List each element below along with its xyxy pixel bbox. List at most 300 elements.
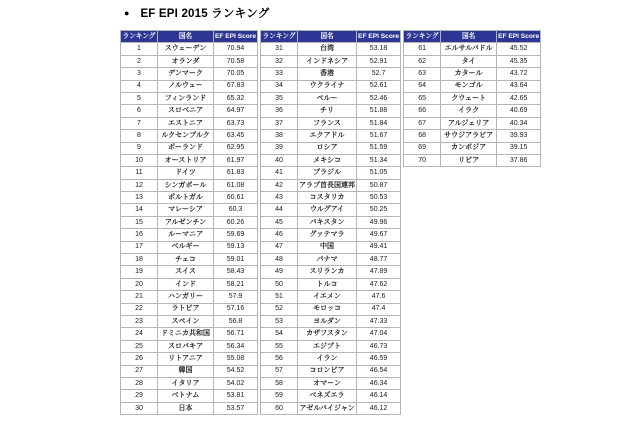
country-cell: ベトナム — [158, 390, 214, 402]
score-cell: 45.52 — [497, 43, 541, 55]
country-cell: タイ — [441, 55, 497, 67]
score-cell: 59.13 — [214, 241, 258, 253]
score-cell: 57.9 — [214, 291, 258, 303]
table-row — [121, 365, 258, 377]
rank-cell: 20 — [121, 278, 158, 290]
table-row — [404, 80, 541, 92]
rank-cell: 12 — [121, 179, 158, 191]
table-body — [404, 43, 541, 167]
header-country: 国名 — [298, 31, 357, 43]
country-cell: マレーシア — [158, 204, 214, 216]
rank-cell: 28 — [121, 377, 158, 389]
score-cell: 50.87 — [357, 179, 401, 191]
score-cell: 59.69 — [214, 229, 258, 241]
score-cell: 55.08 — [214, 353, 258, 365]
country-cell: スロベニア — [158, 105, 214, 117]
rank-cell: 3 — [121, 68, 158, 80]
country-cell: モロッコ — [298, 303, 357, 315]
rank-cell: 2 — [121, 55, 158, 67]
ranking-table-1-30 — [120, 30, 258, 415]
rank-cell: 62 — [404, 55, 441, 67]
rank-cell: 13 — [121, 192, 158, 204]
score-cell: 60.26 — [214, 216, 258, 228]
score-cell: 59.01 — [214, 254, 258, 266]
table-row — [261, 216, 401, 228]
header-score: EF EPI Score — [357, 31, 401, 43]
table-row — [121, 278, 258, 290]
title-text: EF EPI 2015 ランキング — [140, 8, 270, 20]
score-cell: 46.34 — [357, 377, 401, 389]
score-cell: 51.84 — [357, 117, 401, 129]
table-row — [261, 315, 401, 327]
ranking-table-31-60 — [260, 30, 401, 415]
rank-cell: 65 — [404, 92, 441, 104]
rank-cell: 22 — [121, 303, 158, 315]
rank-cell: 6 — [121, 105, 158, 117]
score-cell: 50.25 — [357, 204, 401, 216]
ranking-table-61-70 — [403, 30, 541, 167]
country-cell: ロシア — [298, 142, 357, 154]
table-header — [404, 31, 541, 43]
table-row — [261, 266, 401, 278]
rank-cell: 51 — [261, 291, 298, 303]
score-cell: 46.59 — [357, 353, 401, 365]
rank-cell: 58 — [261, 377, 298, 389]
rank-cell: 54 — [261, 328, 298, 340]
bullet-icon: ● — [124, 7, 130, 18]
table-row — [121, 204, 258, 216]
country-cell: モンゴル — [441, 80, 497, 92]
rank-cell: 16 — [121, 229, 158, 241]
score-cell: 51.59 — [357, 142, 401, 154]
rank-cell: 69 — [404, 142, 441, 154]
rank-cell: 17 — [121, 241, 158, 253]
table-row — [261, 130, 401, 142]
table-row — [404, 92, 541, 104]
rank-cell: 32 — [261, 55, 298, 67]
country-cell: ラトビア — [158, 303, 214, 315]
country-cell: サウジアラビア — [441, 130, 497, 142]
score-cell: 70.94 — [214, 43, 258, 55]
country-cell: フィンランド — [158, 92, 214, 104]
country-cell: シンガポール — [158, 179, 214, 191]
header-row — [404, 31, 541, 43]
country-cell: オマーン — [298, 377, 357, 389]
score-cell: 37.86 — [497, 154, 541, 166]
rank-cell: 57 — [261, 365, 298, 377]
header-rank: ランキング — [404, 31, 441, 43]
table-row — [121, 377, 258, 389]
score-cell: 40.34 — [497, 117, 541, 129]
rank-cell: 27 — [121, 365, 158, 377]
country-cell: デンマーク — [158, 68, 214, 80]
country-cell: ウルグアイ — [298, 204, 357, 216]
score-cell: 64.97 — [214, 105, 258, 117]
table-row — [261, 303, 401, 315]
rank-cell: 38 — [261, 130, 298, 142]
score-cell: 65.32 — [214, 92, 258, 104]
score-cell: 46.54 — [357, 365, 401, 377]
rank-cell: 60 — [261, 402, 298, 414]
score-cell: 53.81 — [214, 390, 258, 402]
table-row — [121, 43, 258, 55]
country-cell: カザフスタン — [298, 328, 357, 340]
country-cell: エルサルバドル — [441, 43, 497, 55]
score-cell: 39.93 — [497, 130, 541, 142]
country-cell: インド — [158, 278, 214, 290]
country-cell: イエメン — [298, 291, 357, 303]
score-cell: 63.45 — [214, 130, 258, 142]
rank-cell: 64 — [404, 80, 441, 92]
score-cell: 39.15 — [497, 142, 541, 154]
score-cell: 52.7 — [357, 68, 401, 80]
score-cell: 46.73 — [357, 340, 401, 352]
table-body — [261, 43, 401, 415]
country-cell: メキシコ — [298, 154, 357, 166]
rank-cell: 43 — [261, 192, 298, 204]
rank-cell: 41 — [261, 167, 298, 179]
country-cell: アルジェリア — [441, 117, 497, 129]
country-cell: リトアニア — [158, 353, 214, 365]
rank-cell: 23 — [121, 315, 158, 327]
rank-cell: 44 — [261, 204, 298, 216]
table-body — [121, 43, 258, 415]
table-row — [261, 43, 401, 55]
score-cell: 60.3 — [214, 204, 258, 216]
score-cell: 53.18 — [357, 43, 401, 55]
table-row — [261, 92, 401, 104]
table-row — [261, 117, 401, 129]
score-cell: 47.62 — [357, 278, 401, 290]
rank-cell: 52 — [261, 303, 298, 315]
score-cell: 43.64 — [497, 80, 541, 92]
country-cell: チリ — [298, 105, 357, 117]
rank-cell: 56 — [261, 353, 298, 365]
table-header — [121, 31, 258, 43]
rank-cell: 29 — [121, 390, 158, 402]
table-row — [121, 167, 258, 179]
country-cell: ドミニカ共和国 — [158, 328, 214, 340]
score-cell: 47.33 — [357, 315, 401, 327]
table-row — [261, 105, 401, 117]
score-cell: 51.34 — [357, 154, 401, 166]
country-cell: パナマ — [298, 254, 357, 266]
table-row — [121, 142, 258, 154]
rank-cell: 67 — [404, 117, 441, 129]
country-cell: グァテマラ — [298, 229, 357, 241]
rank-cell: 21 — [121, 291, 158, 303]
country-cell: ポーランド — [158, 142, 214, 154]
table-header — [261, 31, 401, 43]
country-cell: エジプト — [298, 340, 357, 352]
rank-cell: 48 — [261, 254, 298, 266]
country-cell: パキスタン — [298, 216, 357, 228]
score-cell: 49.67 — [357, 229, 401, 241]
score-cell: 47.04 — [357, 328, 401, 340]
country-cell: アルゼンチン — [158, 216, 214, 228]
table-row — [121, 291, 258, 303]
rank-cell: 40 — [261, 154, 298, 166]
table-row — [404, 68, 541, 80]
rank-cell: 59 — [261, 390, 298, 402]
score-cell: 49.96 — [357, 216, 401, 228]
country-cell: ベルギー — [158, 241, 214, 253]
score-cell: 60.61 — [214, 192, 258, 204]
country-cell: リビア — [441, 154, 497, 166]
header-score: EF EPI Score — [214, 31, 258, 43]
table-row — [121, 105, 258, 117]
score-cell: 43.72 — [497, 68, 541, 80]
score-cell: 57.16 — [214, 303, 258, 315]
country-cell: アゼルバイジャン — [298, 402, 357, 414]
score-cell: 61.97 — [214, 154, 258, 166]
score-cell: 42.65 — [497, 92, 541, 104]
rank-cell: 25 — [121, 340, 158, 352]
score-cell: 62.95 — [214, 142, 258, 154]
score-cell: 46.14 — [357, 390, 401, 402]
table-row — [261, 167, 401, 179]
country-cell: ドイツ — [158, 167, 214, 179]
country-cell: カタール — [441, 68, 497, 80]
rank-cell: 66 — [404, 105, 441, 117]
header-row — [121, 31, 258, 43]
rank-cell: 30 — [121, 402, 158, 414]
score-cell: 48.77 — [357, 254, 401, 266]
country-cell: スリランカ — [298, 266, 357, 278]
rank-cell: 9 — [121, 142, 158, 154]
rank-cell: 26 — [121, 353, 158, 365]
table-row — [121, 92, 258, 104]
table-row — [404, 117, 541, 129]
country-cell: カンボジア — [441, 142, 497, 154]
score-cell: 58.21 — [214, 278, 258, 290]
table-row — [404, 154, 541, 166]
country-cell: クウェート — [441, 92, 497, 104]
country-cell: コロンビア — [298, 365, 357, 377]
score-cell: 63.73 — [214, 117, 258, 129]
rank-cell: 19 — [121, 266, 158, 278]
country-cell: ハンガリー — [158, 291, 214, 303]
table-row — [261, 142, 401, 154]
table-row — [404, 55, 541, 67]
table-row — [121, 154, 258, 166]
score-cell: 70.05 — [214, 68, 258, 80]
table-row — [121, 254, 258, 266]
score-cell: 46.12 — [357, 402, 401, 414]
table-row — [121, 241, 258, 253]
table-row — [121, 117, 258, 129]
rank-cell: 70 — [404, 154, 441, 166]
score-cell: 51.05 — [357, 167, 401, 179]
country-cell: 香港 — [298, 68, 357, 80]
header-score: EF EPI Score — [497, 31, 541, 43]
country-cell: トルコ — [298, 278, 357, 290]
score-cell: 49.41 — [357, 241, 401, 253]
rank-cell: 42 — [261, 179, 298, 191]
table-row — [261, 377, 401, 389]
table-row — [404, 142, 541, 154]
header-country: 国名 — [158, 31, 214, 43]
score-cell: 47.89 — [357, 266, 401, 278]
table-row — [121, 192, 258, 204]
score-cell: 51.67 — [357, 130, 401, 142]
country-cell: 日本 — [158, 402, 214, 414]
score-cell: 52.61 — [357, 80, 401, 92]
country-cell: イタリア — [158, 377, 214, 389]
rank-cell: 18 — [121, 254, 158, 266]
table-row — [121, 179, 258, 191]
country-cell: オランダ — [158, 55, 214, 67]
table-row — [261, 353, 401, 365]
rank-cell: 53 — [261, 315, 298, 327]
table-row — [261, 254, 401, 266]
table-row — [261, 291, 401, 303]
header-rank: ランキング — [261, 31, 298, 43]
table-row — [261, 340, 401, 352]
table-row — [261, 328, 401, 340]
score-cell: 54.02 — [214, 377, 258, 389]
score-cell: 56.34 — [214, 340, 258, 352]
rank-cell: 35 — [261, 92, 298, 104]
table-row — [261, 154, 401, 166]
country-cell: ルーマニア — [158, 229, 214, 241]
table-row — [121, 68, 258, 80]
score-cell: 40.69 — [497, 105, 541, 117]
header-rank: ランキング — [121, 31, 158, 43]
table-row — [121, 80, 258, 92]
country-cell: オーストリア — [158, 154, 214, 166]
table-row — [261, 365, 401, 377]
country-cell: コスタリカ — [298, 192, 357, 204]
rank-cell: 34 — [261, 80, 298, 92]
rank-cell: 11 — [121, 167, 158, 179]
country-cell: イラン — [298, 353, 357, 365]
country-cell: ヨルダン — [298, 315, 357, 327]
table-row — [261, 241, 401, 253]
header-country: 国名 — [441, 31, 497, 43]
table-row — [404, 105, 541, 117]
table-row — [121, 55, 258, 67]
rank-cell: 4 — [121, 80, 158, 92]
country-cell: アラブ首長国連邦 — [298, 179, 357, 191]
table-row — [121, 340, 258, 352]
country-cell: ペルー — [298, 92, 357, 104]
score-cell: 67.83 — [214, 80, 258, 92]
table-row — [261, 68, 401, 80]
ranking-tables — [120, 30, 541, 415]
table-row — [121, 229, 258, 241]
rank-cell: 14 — [121, 204, 158, 216]
table-row — [261, 229, 401, 241]
country-cell: インドネシア — [298, 55, 357, 67]
score-cell: 45.35 — [497, 55, 541, 67]
rank-cell: 24 — [121, 328, 158, 340]
score-cell: 58.43 — [214, 266, 258, 278]
table-row — [261, 80, 401, 92]
rank-cell: 47 — [261, 241, 298, 253]
rank-cell: 15 — [121, 216, 158, 228]
rank-cell: 7 — [121, 117, 158, 129]
rank-cell: 49 — [261, 266, 298, 278]
country-cell: 中国 — [298, 241, 357, 253]
score-cell: 54.52 — [214, 365, 258, 377]
rank-cell: 31 — [261, 43, 298, 55]
table-row — [121, 402, 258, 414]
score-cell: 52.91 — [357, 55, 401, 67]
table-row — [404, 43, 541, 55]
rank-cell: 61 — [404, 43, 441, 55]
table-row — [121, 303, 258, 315]
rank-cell: 45 — [261, 216, 298, 228]
table-row — [261, 179, 401, 191]
score-cell: 53.57 — [214, 402, 258, 414]
rank-cell: 5 — [121, 92, 158, 104]
country-cell: スイス — [158, 266, 214, 278]
rank-cell: 55 — [261, 340, 298, 352]
country-cell: ポルトガル — [158, 192, 214, 204]
table-row — [121, 216, 258, 228]
score-cell: 56.71 — [214, 328, 258, 340]
rank-cell: 10 — [121, 154, 158, 166]
score-cell: 61.08 — [214, 179, 258, 191]
rank-cell: 1 — [121, 43, 158, 55]
rank-cell: 8 — [121, 130, 158, 142]
rank-cell: 46 — [261, 229, 298, 241]
table-row — [121, 266, 258, 278]
country-cell: フランス — [298, 117, 357, 129]
country-cell: ブラジル — [298, 167, 357, 179]
score-cell: 51.88 — [357, 105, 401, 117]
table-row — [121, 390, 258, 402]
score-cell: 70.58 — [214, 55, 258, 67]
score-cell: 50.53 — [357, 192, 401, 204]
score-cell: 56.8 — [214, 315, 258, 327]
country-cell: ルクセンブルク — [158, 130, 214, 142]
rank-cell: 37 — [261, 117, 298, 129]
table-row — [121, 328, 258, 340]
table-row — [121, 353, 258, 365]
table-row — [121, 315, 258, 327]
rank-cell: 68 — [404, 130, 441, 142]
table-row — [121, 130, 258, 142]
country-cell: ウクライナ — [298, 80, 357, 92]
rank-cell: 33 — [261, 68, 298, 80]
table-row — [261, 204, 401, 216]
country-cell: スウェーデン — [158, 43, 214, 55]
score-cell: 47.6 — [357, 291, 401, 303]
table-row — [261, 192, 401, 204]
score-cell: 52.46 — [357, 92, 401, 104]
country-cell: 台湾 — [298, 43, 357, 55]
country-cell: イラク — [441, 105, 497, 117]
table-row — [261, 278, 401, 290]
score-cell: 61.83 — [214, 167, 258, 179]
header-row — [261, 31, 401, 43]
table-row — [404, 130, 541, 142]
country-cell: エストニア — [158, 117, 214, 129]
country-cell: スロバキア — [158, 340, 214, 352]
table-row — [261, 402, 401, 414]
country-cell: 韓国 — [158, 365, 214, 377]
country-cell: スペイン — [158, 315, 214, 327]
table-row — [261, 55, 401, 67]
rank-cell: 39 — [261, 142, 298, 154]
rank-cell: 36 — [261, 105, 298, 117]
country-cell: ノルウェー — [158, 80, 214, 92]
table-row — [261, 390, 401, 402]
country-cell: チェコ — [158, 254, 214, 266]
score-cell: 47.4 — [357, 303, 401, 315]
